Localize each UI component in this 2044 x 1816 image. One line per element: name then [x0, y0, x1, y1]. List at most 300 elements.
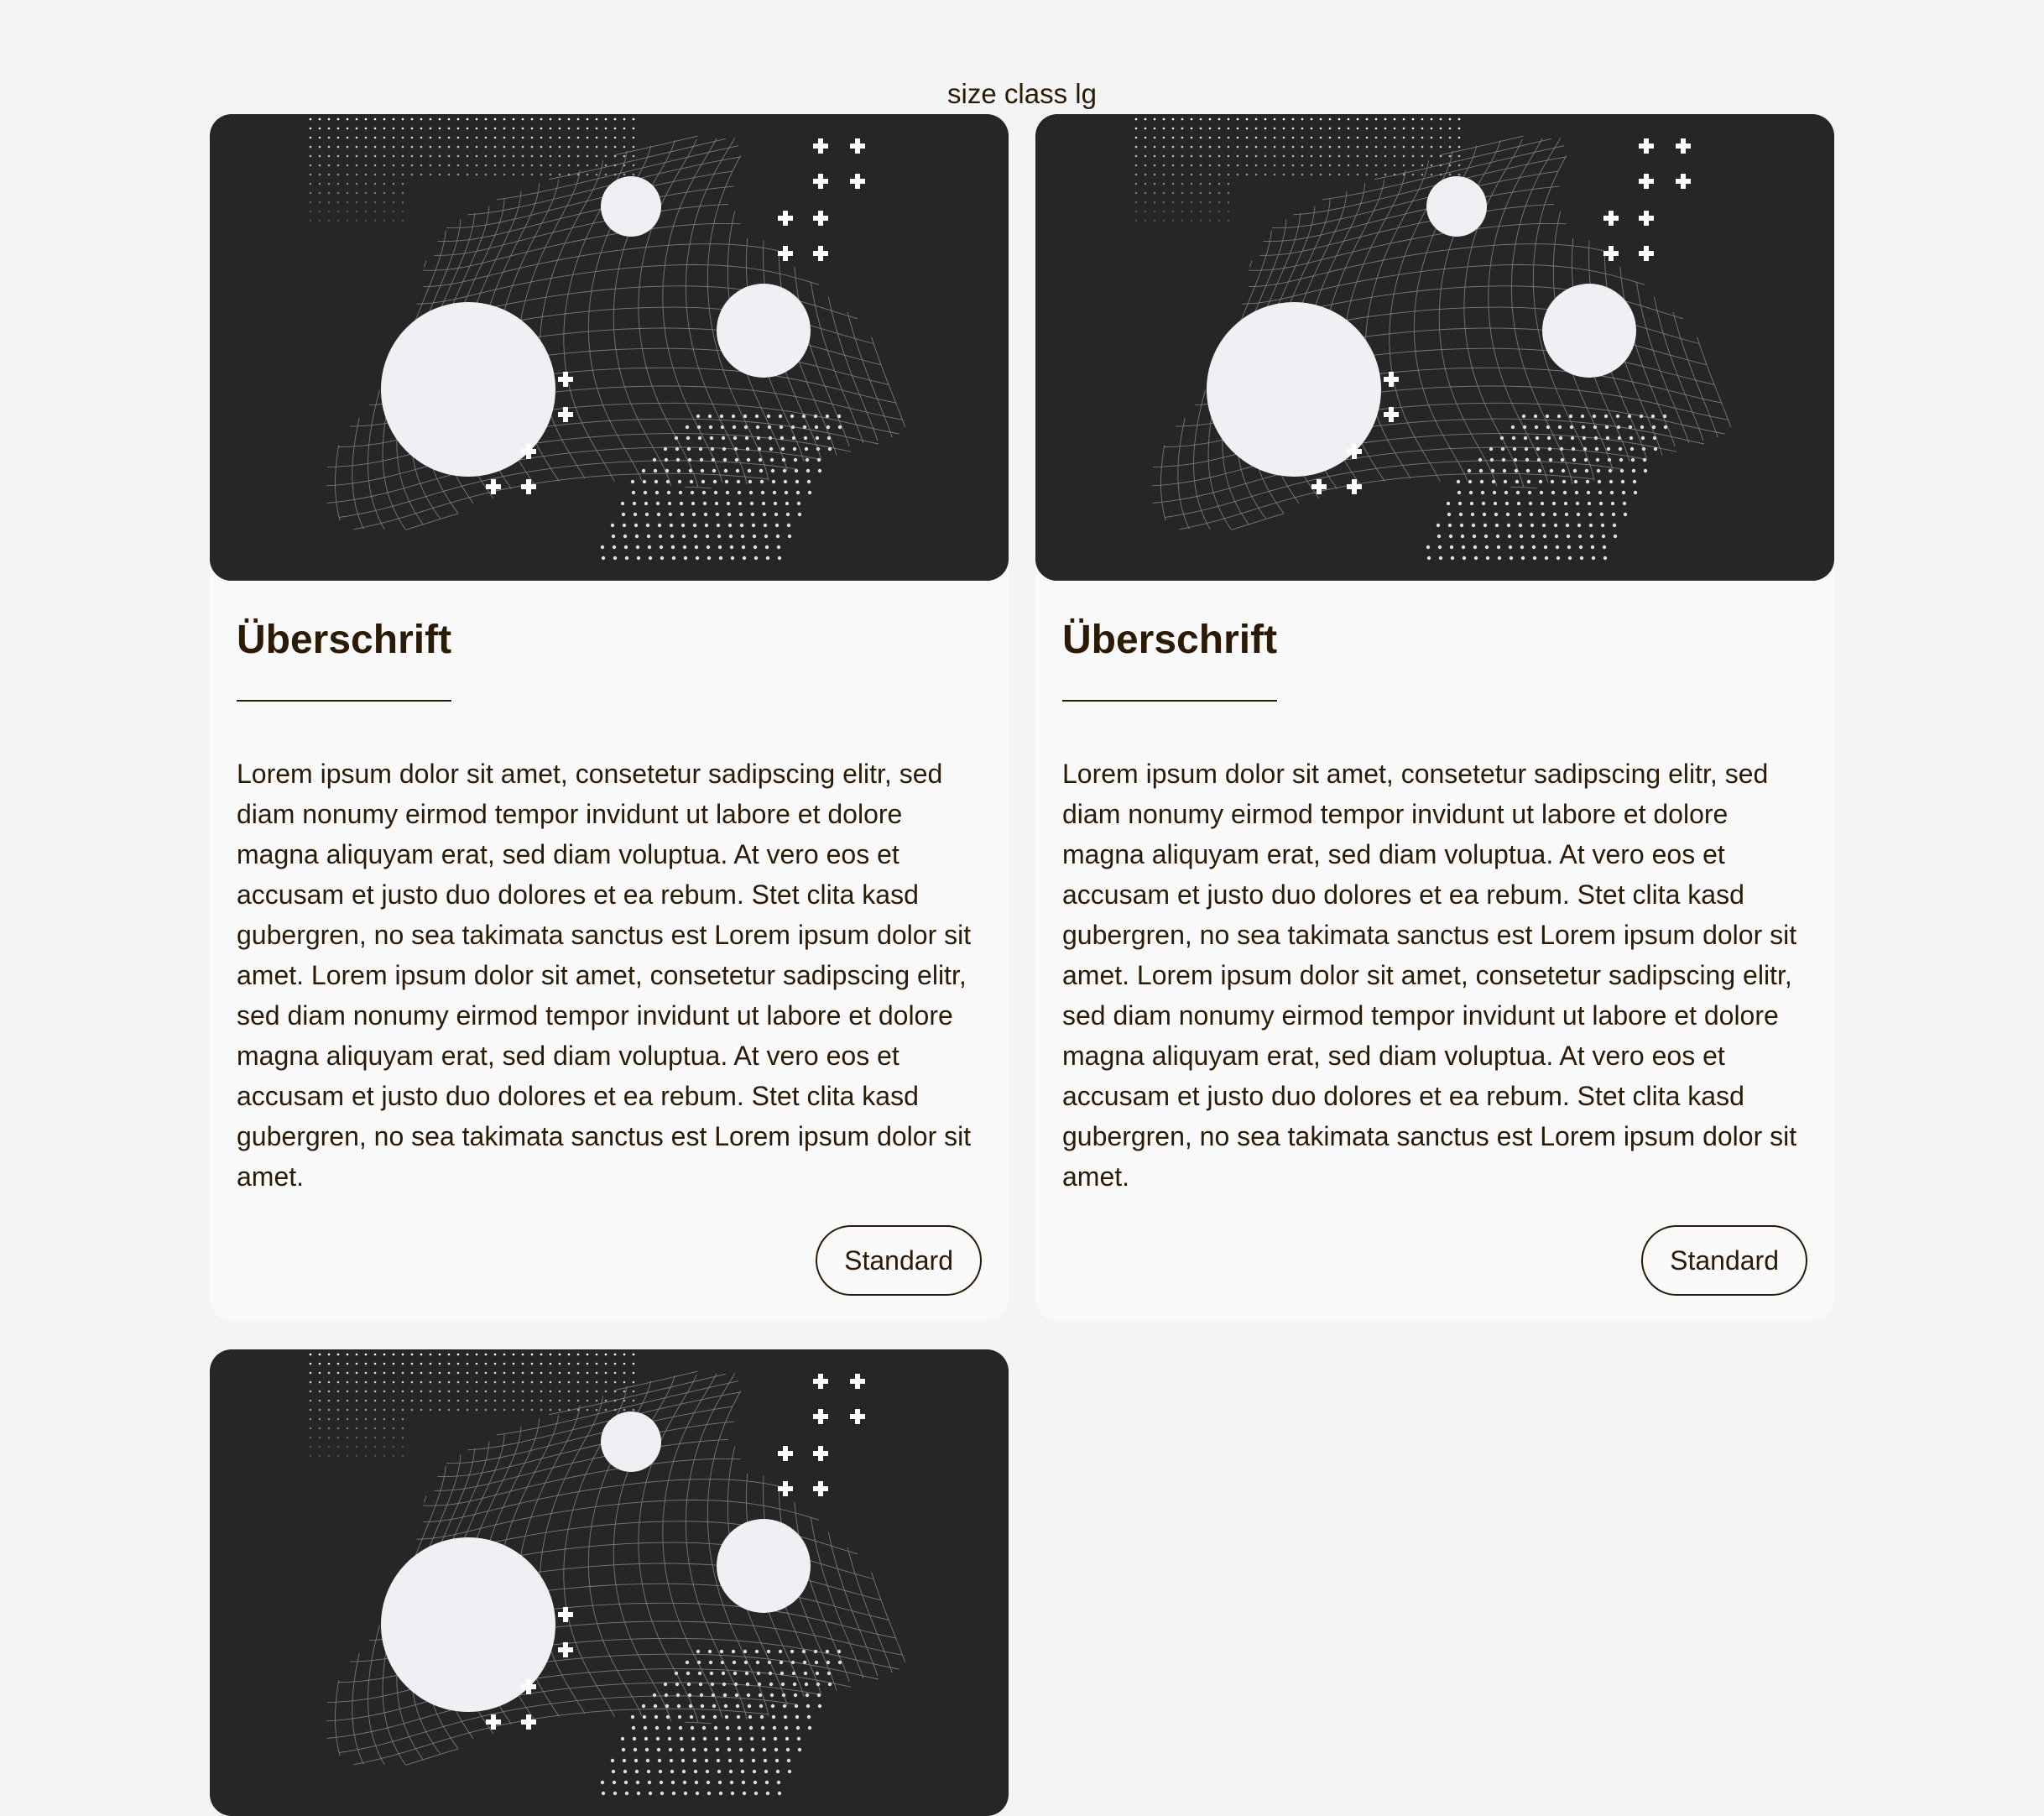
- dot: [749, 491, 753, 494]
- dot: [701, 1715, 705, 1719]
- dot: [513, 1391, 515, 1393]
- dot: [642, 1704, 645, 1708]
- dot: [467, 155, 469, 158]
- dot: [796, 491, 800, 494]
- dot: [1338, 146, 1341, 149]
- dot: [1181, 201, 1184, 204]
- dot: [374, 220, 377, 222]
- dot: [781, 447, 785, 451]
- dot: [402, 137, 404, 139]
- dot: [645, 1748, 649, 1751]
- dot: [633, 1363, 635, 1365]
- dot: [1163, 128, 1165, 130]
- dot: [1431, 128, 1433, 130]
- dot: [356, 1437, 358, 1439]
- dot: [393, 1381, 395, 1384]
- dot: [655, 1726, 659, 1730]
- dot: [1200, 192, 1202, 195]
- dot: [775, 524, 779, 527]
- dot: [337, 174, 340, 176]
- dot: [494, 155, 497, 158]
- dot: [778, 556, 781, 560]
- dot: [1431, 164, 1433, 167]
- plus-icon: [783, 246, 788, 261]
- dot: [660, 1781, 663, 1784]
- dot: [1154, 183, 1156, 185]
- dot: [1348, 174, 1350, 176]
- dot: [1375, 164, 1378, 167]
- dot: [783, 1704, 786, 1708]
- dot: [1534, 415, 1537, 418]
- dot: [1447, 513, 1451, 516]
- dot: [310, 1446, 312, 1448]
- dot: [559, 1400, 561, 1402]
- dot: [1610, 491, 1614, 494]
- dot: [568, 1381, 571, 1384]
- dot: [611, 1759, 614, 1762]
- dot: [568, 164, 571, 167]
- dot: [1218, 118, 1221, 121]
- dot: [1541, 502, 1544, 505]
- dot: [636, 545, 639, 549]
- dot: [727, 502, 730, 505]
- dot: [645, 513, 649, 516]
- dot: [1338, 137, 1341, 139]
- dot: [1264, 137, 1267, 139]
- dot: [485, 164, 488, 167]
- dot: [649, 1792, 652, 1795]
- dot: [439, 1409, 441, 1412]
- dot: [577, 1372, 580, 1375]
- dot: [568, 146, 571, 149]
- dot: [310, 192, 312, 195]
- dot: [1191, 183, 1193, 185]
- dot: [1283, 118, 1285, 121]
- dot: [596, 1391, 598, 1393]
- dot: [587, 1354, 589, 1356]
- dot: [1311, 174, 1313, 176]
- dot: [559, 1372, 561, 1375]
- dot: [1431, 155, 1433, 158]
- plus-icon: [526, 479, 531, 494]
- dot: [701, 1704, 704, 1708]
- dot: [1624, 513, 1627, 516]
- dot: [411, 118, 414, 121]
- dot: [494, 174, 497, 176]
- dot: [769, 447, 773, 451]
- medium-circle: [717, 284, 811, 378]
- dot: [669, 1748, 672, 1751]
- dot: [710, 1672, 713, 1675]
- dot: [522, 1354, 524, 1356]
- dot: [1384, 164, 1387, 167]
- dot: [457, 1400, 460, 1402]
- dot: [612, 1770, 615, 1773]
- dot: [365, 1437, 368, 1439]
- dot: [1479, 469, 1483, 472]
- dot: [531, 164, 534, 167]
- dot: [1145, 220, 1147, 222]
- dot: [365, 174, 368, 176]
- dot: [319, 1381, 321, 1384]
- dot: [494, 118, 497, 121]
- dot: [657, 513, 660, 516]
- dot: [467, 146, 469, 149]
- plus-icon: [1352, 479, 1357, 494]
- dot: [596, 137, 598, 139]
- dot: [1209, 146, 1212, 149]
- dot: [365, 211, 368, 213]
- dot: [1528, 491, 1531, 494]
- dot: [632, 491, 635, 494]
- dot: [1218, 137, 1221, 139]
- dot: [777, 545, 780, 549]
- dot: [596, 118, 598, 121]
- dot: [319, 1354, 321, 1356]
- dot: [1457, 491, 1461, 494]
- dot: [728, 1759, 732, 1762]
- dot: [402, 183, 404, 185]
- dot: [1246, 155, 1249, 158]
- dot: [1591, 545, 1594, 549]
- dot: [402, 174, 404, 176]
- dot: [347, 220, 349, 222]
- dot: [818, 469, 821, 472]
- dot: [531, 1400, 534, 1402]
- dot: [1483, 524, 1487, 527]
- card-image: [210, 114, 1009, 581]
- dot: [513, 164, 515, 167]
- plus-icon: [818, 1409, 823, 1424]
- dot: [740, 1759, 743, 1762]
- dot: [678, 480, 681, 483]
- dot: [356, 164, 358, 167]
- dot: [365, 128, 368, 130]
- dot: [633, 174, 635, 176]
- dot: [1172, 211, 1175, 213]
- dot: [807, 1715, 811, 1719]
- dot: [310, 1391, 312, 1393]
- illustration-svg: [1035, 114, 1834, 581]
- dot: [762, 1737, 765, 1740]
- dot: [522, 1381, 524, 1384]
- dot: [1191, 137, 1193, 139]
- dot: [636, 1781, 639, 1784]
- dot: [743, 556, 746, 560]
- dot: [577, 1363, 580, 1365]
- dot: [691, 502, 695, 505]
- dot: [1490, 458, 1494, 462]
- dot: [337, 1400, 340, 1402]
- dot: [623, 155, 626, 158]
- dot: [411, 174, 414, 176]
- dot: [1135, 146, 1138, 149]
- dot: [1218, 211, 1221, 213]
- plus-icon: [818, 211, 823, 226]
- dot: [310, 1381, 312, 1384]
- dot: [411, 1400, 414, 1402]
- dot: [771, 469, 774, 472]
- small-circle: [1426, 176, 1487, 237]
- dot: [319, 1400, 321, 1402]
- dot: [1421, 174, 1424, 176]
- dot: [1644, 469, 1647, 472]
- dot: [1135, 192, 1138, 195]
- dot: [1459, 513, 1463, 516]
- dot: [402, 1409, 404, 1412]
- dot: [1200, 201, 1202, 204]
- dot: [337, 155, 340, 158]
- dot: [1449, 155, 1452, 158]
- dot: [550, 1363, 552, 1365]
- dot: [752, 524, 755, 527]
- dot: [365, 137, 368, 139]
- dot: [1474, 556, 1478, 560]
- dot: [1563, 491, 1567, 494]
- dot: [1449, 535, 1452, 538]
- dot: [785, 1737, 789, 1740]
- small-circle: [601, 1412, 661, 1472]
- dot: [1218, 146, 1221, 149]
- dot: [531, 1381, 534, 1384]
- dot: [1191, 164, 1193, 167]
- dot: [540, 118, 543, 121]
- dot: [1163, 201, 1165, 204]
- plus-icon: [1389, 407, 1394, 422]
- dot: [765, 545, 769, 549]
- dot: [550, 1409, 552, 1412]
- dot: [1616, 415, 1619, 418]
- dot: [485, 137, 488, 139]
- dot: [804, 1672, 807, 1675]
- plus-icon: [563, 1642, 568, 1657]
- dot: [1421, 146, 1424, 149]
- dot: [623, 1759, 626, 1762]
- dot: [695, 1781, 698, 1784]
- dot: [356, 1446, 358, 1448]
- dot: [717, 524, 720, 527]
- dot: [1567, 535, 1570, 538]
- dot: [660, 1792, 664, 1795]
- dot: [756, 1661, 759, 1664]
- dot: [430, 1372, 432, 1375]
- dot: [1172, 192, 1175, 195]
- dot: [1394, 155, 1396, 158]
- dot: [319, 118, 321, 121]
- dot: [808, 491, 811, 494]
- dot: [748, 469, 751, 472]
- dot: [374, 128, 377, 130]
- dot: [1301, 137, 1304, 139]
- dot: [1440, 155, 1442, 158]
- dot: [1292, 128, 1295, 130]
- dot: [402, 220, 404, 222]
- dot: [1200, 146, 1202, 149]
- dot: [1246, 118, 1249, 121]
- dot: [730, 1781, 733, 1784]
- dot: [374, 1437, 377, 1439]
- dot: [1292, 137, 1295, 139]
- plus-icon: [1352, 444, 1357, 459]
- standard-button[interactable]: Standard: [1641, 1225, 1807, 1296]
- dot: [703, 1737, 707, 1740]
- dot: [457, 118, 460, 121]
- dot: [795, 469, 798, 472]
- dot: [633, 1391, 635, 1393]
- dot: [1375, 174, 1378, 176]
- dot: [402, 1391, 404, 1393]
- dot: [716, 1748, 719, 1751]
- dot: [710, 436, 713, 440]
- dot: [365, 1372, 368, 1375]
- dot: [1145, 137, 1147, 139]
- dot: [790, 1650, 794, 1653]
- dot: [654, 480, 658, 483]
- dot: [1338, 128, 1341, 130]
- dot: [328, 1446, 331, 1448]
- dot: [531, 1409, 534, 1412]
- dot: [1200, 211, 1202, 213]
- dot: [596, 128, 598, 130]
- card-image: [210, 1349, 1009, 1816]
- dot: [1200, 128, 1202, 130]
- dot: [667, 1726, 670, 1730]
- dot: [356, 211, 358, 213]
- dot: [319, 164, 321, 167]
- dot: [402, 1437, 404, 1439]
- dot: [774, 502, 777, 505]
- dot: [310, 146, 312, 149]
- dot: [1163, 164, 1165, 167]
- dot: [513, 174, 515, 176]
- standard-button[interactable]: Standard: [816, 1225, 982, 1296]
- dot: [693, 1759, 696, 1762]
- dot: [347, 1400, 349, 1402]
- dot: [1578, 535, 1582, 538]
- dot: [621, 502, 624, 505]
- dot: [692, 513, 696, 516]
- dot: [1292, 174, 1295, 176]
- dot: [383, 211, 386, 213]
- dot: [1551, 491, 1555, 494]
- dot: [1311, 118, 1313, 121]
- dot: [1482, 502, 1485, 505]
- dot: [686, 1661, 689, 1664]
- dot: [1163, 192, 1165, 195]
- dot: [826, 1650, 829, 1653]
- dot: [1135, 164, 1138, 167]
- dot: [337, 1381, 340, 1384]
- dot: [1431, 174, 1433, 176]
- dot: [696, 556, 699, 560]
- plus-icon: [1644, 138, 1649, 154]
- dot: [347, 1427, 349, 1430]
- dot: [691, 1737, 695, 1740]
- dot: [513, 118, 515, 121]
- dot: [658, 1759, 661, 1762]
- dot: [1568, 556, 1572, 560]
- dot: [1394, 137, 1396, 139]
- dot: [374, 1381, 377, 1384]
- dot: [1621, 480, 1624, 483]
- dot: [365, 1363, 368, 1365]
- dot: [411, 1391, 414, 1393]
- dot: [654, 1704, 657, 1708]
- dot: [623, 128, 626, 130]
- dot: [790, 415, 794, 418]
- plus-icon: [1681, 138, 1686, 154]
- dot: [1633, 480, 1636, 483]
- dot: [402, 164, 404, 167]
- dot: [310, 1354, 312, 1356]
- dot: [319, 1372, 321, 1375]
- dot: [430, 155, 432, 158]
- dot: [794, 458, 797, 462]
- dot: [1449, 146, 1452, 149]
- dot: [1264, 155, 1267, 158]
- dot: [1357, 137, 1359, 139]
- dot: [559, 1409, 561, 1412]
- dot: [1163, 211, 1165, 213]
- dot: [753, 1781, 757, 1784]
- dot: [319, 1409, 321, 1412]
- dot: [1458, 502, 1462, 505]
- dot: [1394, 128, 1396, 130]
- dot: [448, 1391, 451, 1393]
- dot: [485, 155, 488, 158]
- dot: [806, 458, 809, 462]
- dot: [692, 1748, 696, 1751]
- dot: [713, 1715, 717, 1719]
- dot: [531, 174, 534, 176]
- dot: [623, 1372, 626, 1375]
- dot: [411, 164, 414, 167]
- dot: [374, 118, 377, 121]
- dot: [658, 524, 661, 527]
- dot: [356, 1354, 358, 1356]
- dot: [670, 535, 674, 538]
- card-actions: [237, 1225, 982, 1296]
- dot: [1579, 545, 1583, 549]
- dot: [703, 502, 707, 505]
- dot: [1421, 128, 1424, 130]
- dot: [1338, 174, 1341, 176]
- dot: [733, 425, 736, 429]
- dot: [383, 137, 386, 139]
- dot: [476, 128, 478, 130]
- dot: [568, 118, 571, 121]
- dot: [1228, 220, 1230, 222]
- dot: [1145, 118, 1147, 121]
- dot: [587, 1400, 589, 1402]
- dot: [540, 137, 543, 139]
- dot: [771, 1704, 774, 1708]
- dot: [760, 480, 764, 483]
- dot: [1181, 164, 1184, 167]
- dot: [1447, 502, 1450, 505]
- dot: [623, 1381, 626, 1384]
- dot: [1237, 174, 1239, 176]
- dot: [1145, 192, 1147, 195]
- dot: [356, 220, 358, 222]
- dot: [467, 118, 469, 121]
- dot: [383, 1446, 386, 1448]
- dot: [1612, 513, 1615, 516]
- dot: [374, 1391, 377, 1393]
- dot: [439, 164, 441, 167]
- dot: [1421, 155, 1424, 158]
- dot: [1551, 480, 1554, 483]
